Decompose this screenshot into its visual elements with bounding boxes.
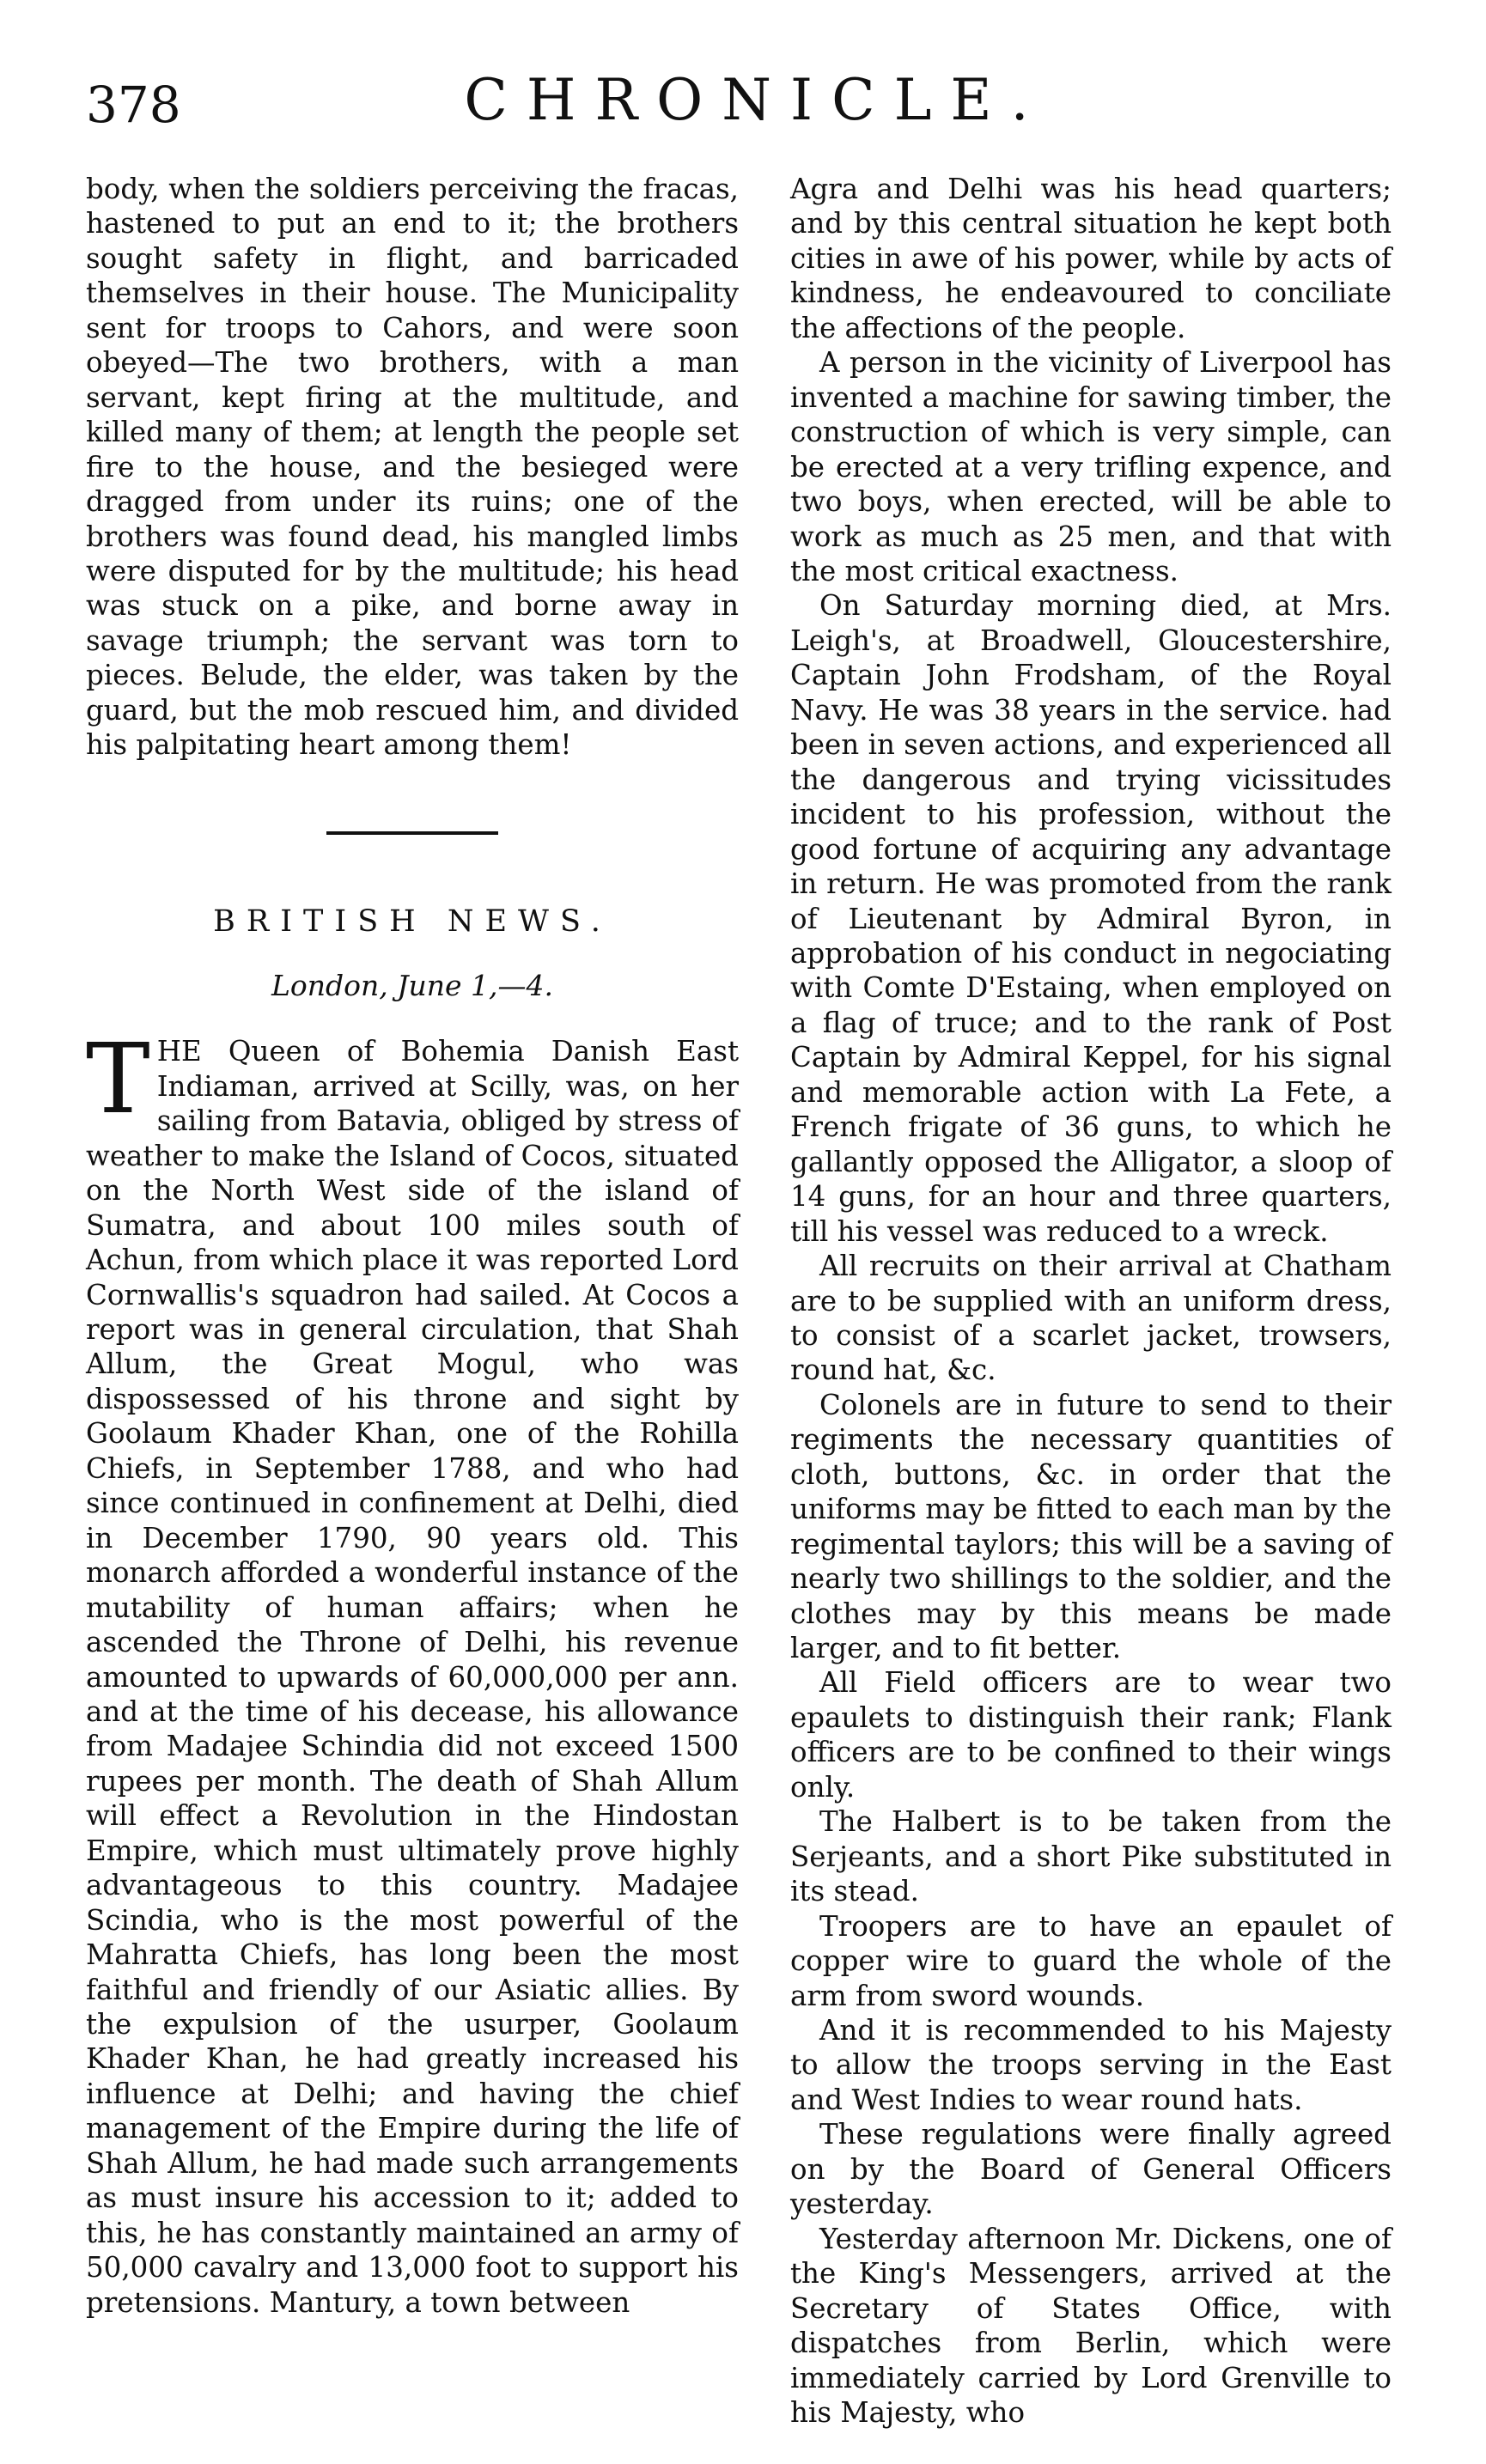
paragraph: On Saturday morning died, at Mrs. Leigh's, at Broadwell, Gloucestershire, Captain John Frodsham, of the Royal Navy. He was 38 years in the service. had been in seven actions, and experienced all the dangerous and trying vicissitudes incident to his profession, without the good fortune of acquiring any advantage in return. He was promoted from the rank of Lieutenant by Admiral Byron, in approbation of his conduct in negociating with Comte D'Estaing, when employed on a flag of truce; and to the rank of Post Captain by Admiral Keppel, for his signal and memorable action with La Fete, a French frigate of 36 guns, to which he gallantly opposed the Alligator, a sloop of 14 guns, for an hour and three quarters, till his vessel was reduced to a wreck. <box>790 589 1392 1248</box>
dateline: London, June 1,—4. <box>271 969 553 1003</box>
running-head: CHRONICLE. <box>464 67 1048 133</box>
paragraph: Yesterday afternoon Mr. Dickens, one of the King's Messengers, arrived at the Secretary of States Office, with dispatches from Berlin, which were immediately carried by Lord Grenville to his Majesty, who <box>790 2222 1392 2429</box>
left-column <box>86 172 739 2320</box>
paragraph: And it is recommended to his Majesty to allow the troops serving in the East and West Indies to wear round hats. <box>790 2014 1392 2116</box>
paragraph: All recruits on their arrival at Chatham are to be supplied with an uniform dress, to consist of a scarlet jacket, trowsers, round hat, &c. <box>790 1250 1392 1387</box>
paragraph: Agra and Delhi was his head quarters; and by this central situation he kept both cities in awe of his power, while by acts of kindness, he endeavoured to conciliate the affections of the people. <box>790 173 1392 344</box>
drop-cap: T <box>86 1024 150 1136</box>
article-paragraph <box>86 1024 739 2320</box>
paragraph: Troopers are to have an epaulet of copper wire to guard the whole of the arm from sword wounds. <box>790 1909 1392 2012</box>
paragraph: All Field officers are to wear two epaulets to distinguish their rank; Flank officers are to be confined to their wings only. <box>790 1666 1392 1804</box>
paragraph: The Halbert is to be taken from the Serjeants, and a short Pike substituted in its stead. <box>790 1805 1392 1908</box>
page-number: 378 <box>86 76 181 134</box>
paragraph: These regulations were finally agreed on by the Board of General Officers yesterday. <box>790 2118 1392 2221</box>
section-title: BRITISH NEWS. <box>213 903 612 939</box>
continued-paragraph: body, when the soldiers perceiving the fracas, hastened to put an end to it; the brothers sought safety in flight, and barricaded themselves in their house. The Municipality sent for troops to Cahors, and were soon obeyed—The two brothers, with a man servant, kept firing at the multitude, and killed many of them; at length the people set fire to the house, and the besieged were dragged from under its ruins; one of the brothers was found dead, his mangled limbs were disputed for by the multitude; his head was stuck on a pike, and borne away in savage triumph; the servant was torn to pieces. Belude, the elder, was taken by the guard, but the mob rescued him, and divided his palpitating heart among them! <box>86 173 739 762</box>
paragraph: Colonels are in future to send to their regiments the necessary quantities of cloth, buttons, &c. in order that the uniforms may be fitted to each man by the regimental taylors; this will be a saving of nearly two shillings to the soldier, and the clothes may by this means be made larger, and to fit better. <box>790 1388 1392 1665</box>
section-divider <box>326 831 498 835</box>
right-column <box>790 172 1392 2430</box>
article-text: HE Queen of Bohemia Danish East Indiaman, arrived at Scilly, was, on her sailing from Batavia, obliged by stress of weather to make the Island of Cocos, situated on the North West side of the island of Sumatra, and about 100 miles south of Achun, from which place it was reported Lord Cornwallis's squadron had sailed. At Cocos a report was in general circulation, that Shah Allum, the Great Mogul, who was dispossessed of his throne and sight by Goolaum Khader Khan, one of the Rohilla Chiefs, in September 1788, and who had since continued in confinement at Delhi, died in December 1790, 90 years old. This monarch afforded a wonderful instance of the mutability of human affairs; when he ascended the Throne of Delhi, his revenue amounted to upwards of 60,000,000 per ann. and at the time of his decease, his allowance from Madajee Schindia did not exceed 1500 rupees per month. The death of Shah Allum will effect a Revolution in the Hindostan Empire, which must ultimately prove highly advantageous to this country. Madajee Scindia, who is the most powerful of the Mahratta Chiefs, has long been the most faithful and friendly of our Asiatic allies. By the expulsion of the usurper, Goolaum Khader Khan, he had greatly increased his influence at Delhi; and having the chief management of the Empire during the life of Shah Allum, he had made such arrangements as must insure his accession to it; added to this, he has constantly maintained an army of 50,000 cavalry and 13,000 foot to support his pretensions. Mantury, a town between <box>86 1035 739 2319</box>
page-header <box>86 67 1426 161</box>
paragraph: A person in the vicinity of Liverpool has invented a machine for sawing timber, the construction of which is very simple, can be erected at a very trifling expence, and two boys, when erected, will be able to work as much as 25 men, and that with the most critical exactness. <box>790 346 1392 587</box>
